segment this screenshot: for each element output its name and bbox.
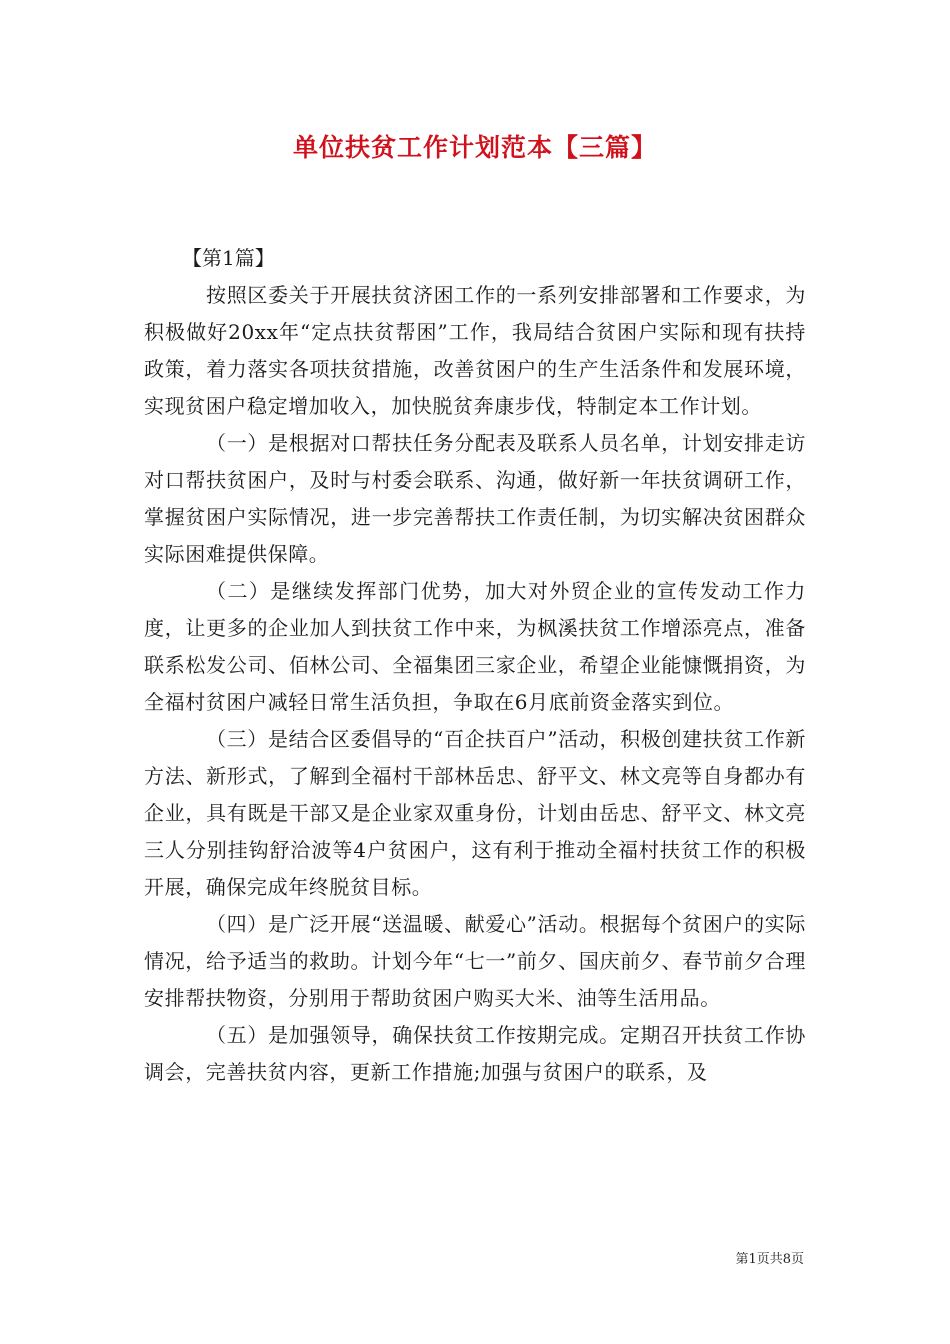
section-label: 【第1篇】 (182, 246, 275, 270)
paragraph-item-4: （四）是广泛开展“送温暖、献爱心”活动。根据每个贫困户的实际情况，给予适当的救助。计划今年“七一”前夕、国庆前夕、春节前夕合理安排帮扶物资，分别用于帮助贫困户购买大米、油等生活用品。 (144, 912, 806, 1010)
page-number: 第1页共8页 (735, 1252, 804, 1267)
paragraph-item-2: （二）是继续发挥部门优势，加大对外贸企业的宣传发动工作力度，让更多的企业加人到扶贫工作中来，为枫溪扶贫工作增添亮点，准备联系松发公司、佰林公司、全福集团三家企业，希望企业能慷慨捐资，为全福村贫困户减轻日常生活负担，争取在6月底前资金落实到位。 (144, 579, 806, 714)
paragraph-item-5: （五）是加强领导，确保扶贫工作按期完成。定期召开扶贫工作协调会，完善扶贫内容，更新工作措施;加强与贫困户的联系，及 (144, 1023, 806, 1084)
document-body (144, 277, 806, 1091)
paragraph-item-3: （三）是结合区委倡导的“百企扶百户”活动，积极创建扶贫工作新方法、新形式，了解到全福村干部林岳忠、舒平文、林文亮等自身都办有企业，具有既是干部又是企业家双重身份，计划由岳忠、舒平文、林文亮三人分别挂钩舒洽波等4户贫困户，这有利于推动全福村扶贫工作的积极开展，确保完成年终脱贫目标。 (144, 727, 806, 899)
paragraph-intro: 按照区委关于开展扶贫济困工作的一系列安排部署和工作要求，为积极做好20xx年“定点扶贫帮困”工作，我局结合贫困户实际和现有扶持政策，着力落实各项扶贫措施，改善贫困户的生产生活条件和发展环境，实现贫困户稳定增加收入，加快脱贫奔康步伐，特制定本工作计划。 (144, 283, 806, 418)
paragraph-item-1: （一）是根据对口帮扶任务分配表及联系人员名单，计划安排走访对口帮扶贫困户，及时与村委会联系、沟通，做好新一年扶贫调研工作，掌握贫困户实际情况，进一步完善帮扶工作责任制，为切实解决贫困群众实际困难提供保障。 (144, 431, 806, 566)
document-title: 单位扶贫工作计划范本【三篇】 (292, 133, 657, 162)
